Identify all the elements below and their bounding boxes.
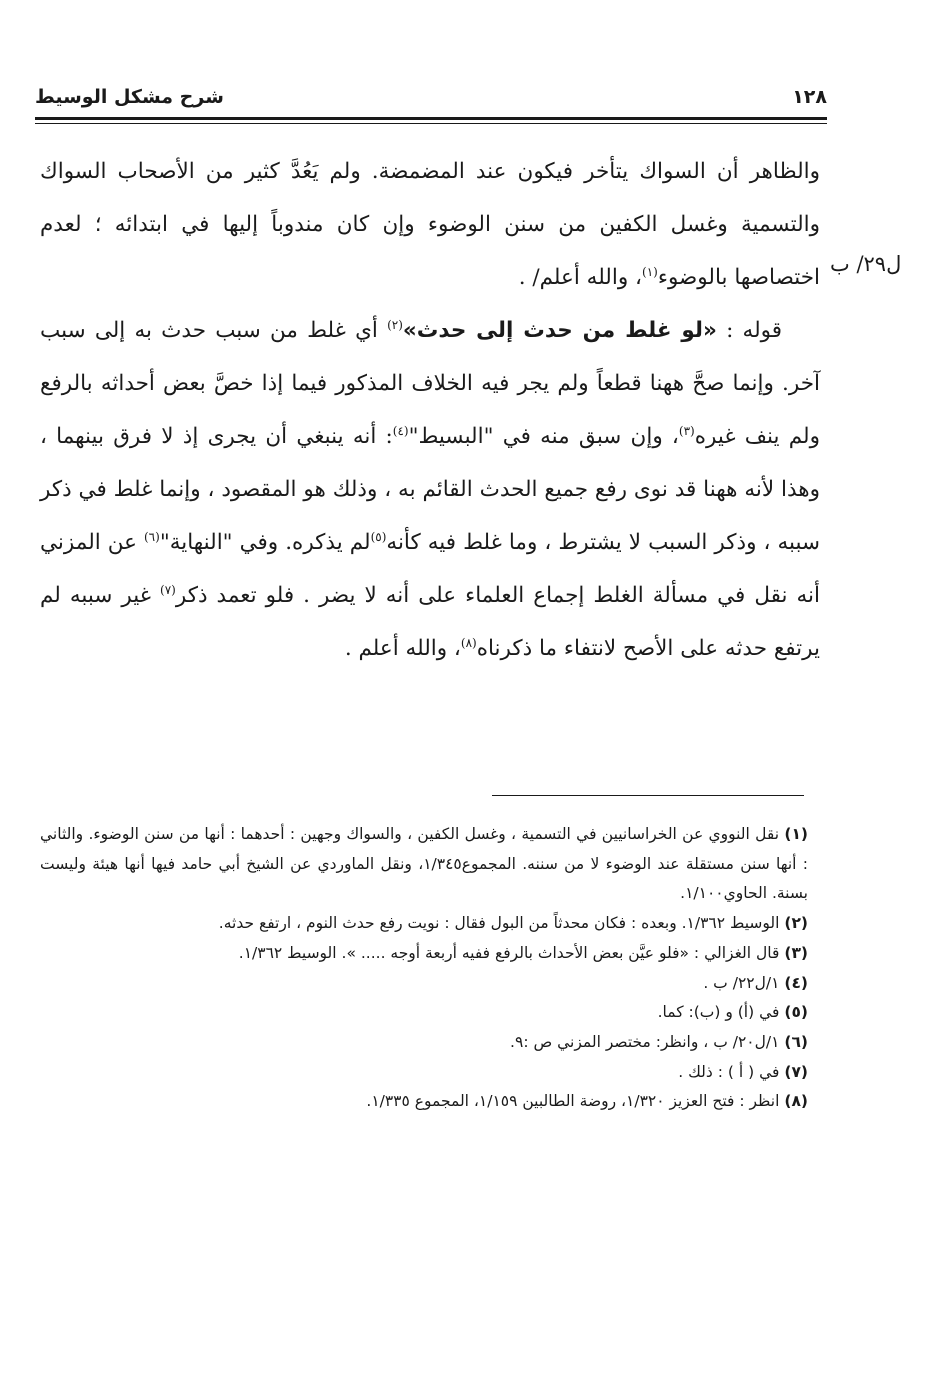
paragraph-1 [40,145,820,304]
footnote-ref-7: (٧) [160,582,176,597]
page-number: ١٢٨ [792,86,827,108]
footnote-text: انظر : فتح العزيز ١/٣٢٠، روضة الطالبين ١/١٥٩، المجموع ١/٣٣٥. [366,1092,780,1111]
paragraph-2-part-f: عن المزني أنه نقل في مسألة الغلط إجماع العلماء على أنه لا يضر . فلو تعمد ذكر [40,530,820,608]
running-title: شرح مشكل الوسيط [35,86,224,108]
footnote-ref-5: (٥) [370,529,387,544]
header-rule-thick [35,117,827,120]
paragraph-2-part-e: لم يذكره. وفي "النهاية" [159,530,371,555]
footnote-6 [40,1028,808,1058]
footnote-1 [40,820,808,909]
paragraph-1-end: ، والله أعلم/ . [518,265,642,290]
footnote-number: (٥) [784,1003,808,1022]
footnote-number: (٨) [784,1092,808,1111]
footnote-ref-6: (٦) [143,529,160,544]
footnote-text: نقل النووي عن الخراسانيين في التسمية ، وغسل الكفين ، والسواك وجهين : أحدهما : أنها من سنن الوضوء. والثاني : أنها سنن مستقلة عند الوضوء لا من سننه. المجموع١/٣٤٥، ونقل الماوردي عن الشيخ أبي حامد فيها أنها هيئة وليست بسنة. الحاوي١/١٠٠. [40,825,808,903]
footnotes [40,820,808,1117]
paragraph-2-part-d: : أنه ينبغي أن يجرى إذ لا فرق بينهما ، وهذا لأنه ههنا قد نوى رفع جميع الحدث القائم به ، وذلك هو المقصود ، وإنما غلط في ذكر سببه ، وذكر السبب لا يشترط ، وما غلط فيه كأنه [40,424,820,555]
header-rule-thin [35,123,827,124]
manuscript-folio-marker: ل٢٩/ ب [830,252,902,276]
footnote-number: (٤) [784,973,808,992]
footnote-ref-3: (٣) [678,423,695,438]
footnote-number: (٦) [784,1032,808,1051]
footnote-text: ١/ل٢٠/ ب ، وانظر: مختصر المزني ص :٩. [510,1032,780,1051]
footnote-ref-1: (١) [642,264,658,279]
footnote-text: ١/ل٢٢/ ب . [703,973,780,992]
footnote-text: في ( أ ) : ذلك . [678,1062,780,1081]
footnote-separator [492,795,804,796]
footnote-ref-4: (٤) [392,423,409,438]
paragraph-1-text: والظاهر أن السواك يتأخر فيكون عند المضمضة. ولم يَعُدَّ كثير من الأصحاب السواك والتسمية وغسل الكفين من سنن الوضوء وإن كان مندوباً إليها في ابتدائه ؛ لعدم اختصاصها بالوضوء [40,159,820,290]
paragraph-2 [40,304,820,675]
footnote-2 [40,909,808,939]
footnote-number: (٣) [784,943,808,962]
footnote-3 [40,939,808,969]
paragraph-2-part-g: غير سببه لم يرتفع حدثه على الأصح لانتفاء ما ذكرناه [40,583,820,661]
paragraph-2-part-c: ، وإن سبق منه في "البسيط" [408,424,679,449]
footnote-4 [40,969,808,999]
footnote-text: قال الغزالي : «فلو عيَّن بعض الأحداث بالرفع ففيه أربعة أوجه ..... ». الوسيط ١/٣٦٢. [238,943,780,962]
paragraph-2-lead: قوله : [716,318,783,343]
footnote-text: في (أ) و (ب): كما. [657,1003,780,1022]
footnote-5 [40,998,808,1028]
paragraph-2-part-h: ، والله أعلم . [344,636,461,661]
page-header [35,84,827,114]
footnote-7 [40,1058,808,1088]
paragraph-2-part-b: أي غلط من سبب حدث به إلى سبب آخر. وإنما صحَّ ههنا قطعاً ولم يجر فيه الخلاف المذكور فيما إذا خصَّ بعض أحداثه بالرفع ولم ينف غيره [40,318,820,449]
main-text [40,145,820,675]
footnote-number: (٢) [784,914,808,933]
footnote-ref-2: (٢) [387,317,403,332]
footnote-ref-8: (٨) [460,635,477,650]
footnote-8 [40,1087,808,1117]
footnote-number: (١) [784,825,808,843]
footnote-text: الوسيط ١/٣٦٢. وبعده : فكان محدثاً من البول فقال : نويت رفع حدث النوم ، ارتفع حدثه. [218,914,780,933]
quoted-phrase: «لو غلط من حدث إلى حدث» [402,318,717,343]
footnote-number: (٧) [784,1062,808,1081]
